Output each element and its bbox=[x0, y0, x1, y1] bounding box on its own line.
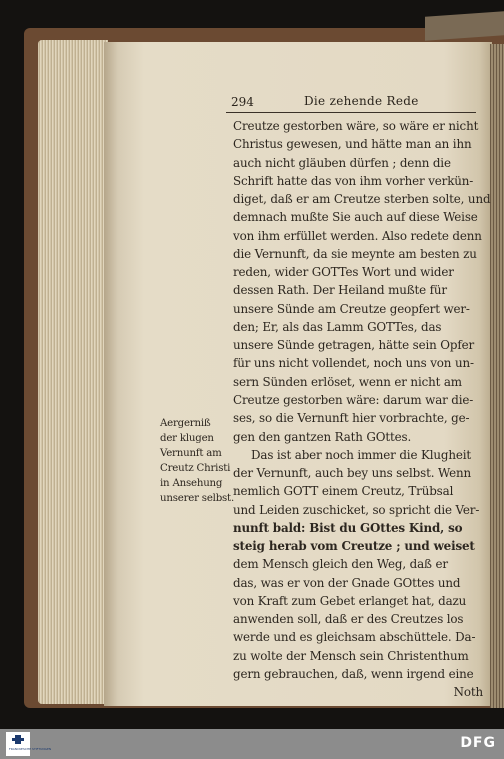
margin-note-line: Vernunft am bbox=[160, 448, 222, 459]
running-title: Die zehende Rede bbox=[304, 94, 419, 108]
text-line: Schrift hatte das von ihm vorher verkün- bbox=[233, 173, 474, 188]
text-line: nunft bald: Bist du GOttes Kind, so bbox=[233, 520, 463, 535]
header-rule bbox=[226, 112, 476, 113]
text-line: gern gebrauchen, daß, wenn irgend eine bbox=[233, 666, 474, 681]
text-line: die Vernunft, da sie meynte am besten zu bbox=[233, 246, 477, 261]
text-line: auch nicht gläuben dürfen ; denn die bbox=[233, 155, 451, 170]
text-line: unsere Sünde am Creutze geopfert wer- bbox=[233, 301, 470, 316]
text-line: und Leiden zuschicket, so spricht die Ver- bbox=[233, 502, 480, 517]
text-line: reden, wider GOTTes Wort und wider bbox=[233, 265, 454, 280]
text-line: werde und es gleichsam abschüttele. Da- bbox=[233, 630, 476, 645]
text-line: von Kraft zum Gebet erlanget hat, dazu bbox=[233, 593, 467, 608]
text-line: das, was er von der Gnade GOttes und bbox=[233, 575, 461, 590]
margin-note-line: Aergerniß bbox=[160, 418, 211, 429]
margin-note-line: in Ansehung bbox=[160, 478, 223, 489]
page-edges bbox=[490, 44, 504, 708]
viewer-footer bbox=[0, 729, 504, 759]
text-line: der Vernunft, auch bey uns selbst. Wenn bbox=[233, 466, 471, 481]
foundation-logo[interactable] bbox=[6, 732, 52, 756]
text-line: ses, so die Vernunft hier vorbrachte, ge- bbox=[233, 411, 470, 426]
text-line: zu wolte der Mensch sein Christenthum bbox=[233, 648, 469, 663]
text-line: Christus gewesen, und hätte man an ihn bbox=[233, 137, 472, 152]
text-line: steig herab vom Creutze ; und weiset bbox=[233, 539, 475, 554]
text-line: unsere Sünde getragen, hätte sein Opfer bbox=[233, 338, 475, 353]
text-line: von ihm erfüllet werden. Also redete denn bbox=[233, 228, 482, 243]
text-line: Creutze gestorben wäre: darum war die- bbox=[233, 392, 474, 407]
text-line: gen den gantzen Rath GOttes. bbox=[233, 429, 412, 444]
text-line: Das ist aber noch immer die Klugheit bbox=[251, 447, 471, 462]
margin-note-line: der klugen bbox=[160, 433, 214, 444]
text-line: den; Er, als das Lamm GOTTes, das bbox=[233, 319, 442, 334]
dfg-logo[interactable]: DFG bbox=[460, 735, 496, 751]
margin-note-line: unserer selbst. bbox=[160, 493, 234, 504]
text-line: nemlich GOTT einem Creutz, Trübsal bbox=[233, 484, 454, 499]
margin-note-line: Creutz Christi bbox=[160, 463, 231, 474]
catchword: Noth bbox=[453, 685, 483, 700]
logo-text: FRANCKESCHE STIFTUNGEN bbox=[9, 747, 52, 751]
text-line: anwenden soll, daß er des Creutzes los bbox=[233, 612, 464, 627]
text-line: Creutze gestorben wäre, so wäre er nicht bbox=[233, 119, 479, 133]
text-line: dem Mensch gleich den Weg, daß er bbox=[233, 557, 448, 572]
text-line: demnach mußte Sie auch auf diese Weise bbox=[233, 210, 478, 225]
text-line: diget, daß er am Creutze sterben solte, und bbox=[233, 192, 491, 207]
text-line: für uns nicht vollendet, noch uns von un- bbox=[233, 356, 474, 371]
page-block bbox=[38, 40, 108, 704]
page-header bbox=[226, 94, 478, 112]
body-text bbox=[233, 117, 491, 702]
text-line: sern Sünden erlöset, wenn er nicht am bbox=[233, 374, 462, 389]
margin-note bbox=[160, 416, 236, 506]
crest-icon bbox=[6, 732, 30, 756]
text-line: dessen Rath. Der Heiland mußte für bbox=[233, 283, 447, 298]
page-number: 294 bbox=[231, 95, 254, 109]
